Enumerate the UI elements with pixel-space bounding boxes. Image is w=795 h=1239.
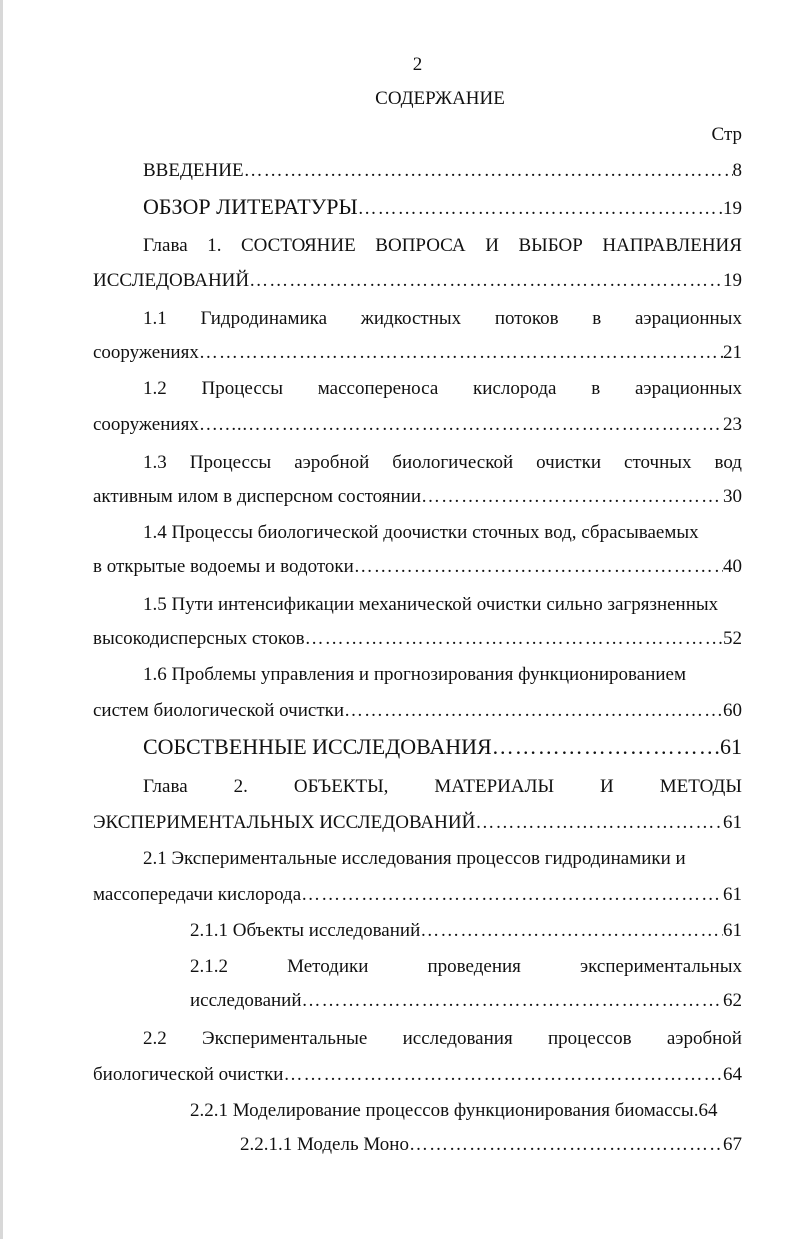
toc-title: СОДЕРЖАНИЕ (375, 88, 505, 109)
toc-page: 8 (732, 160, 742, 181)
toc-page: 64 (723, 1064, 742, 1085)
toc-entry-own[interactable] (143, 734, 742, 760)
leader-dots (302, 990, 723, 1012)
leader-dots (344, 700, 723, 722)
toc-entry-1-6-line2[interactable] (93, 700, 742, 722)
toc-entry-1-6-line1[interactable]: 1.6 Проблемы управления и прогнозирования функционированием (143, 664, 686, 685)
word: экспериментальных (580, 956, 742, 977)
leader-dots (305, 628, 723, 650)
toc-entry-2-2-1[interactable] (190, 1100, 742, 1122)
leader-dots (283, 1064, 723, 1086)
toc-text: активным илом в дисперсном состоянии (93, 486, 422, 507)
toc-entry-2-1-2-line2[interactable] (190, 990, 742, 1012)
word: исследования (402, 1028, 513, 1049)
toc-entry-2-2-line2[interactable] (93, 1064, 742, 1086)
word: Процессы (189, 452, 272, 473)
leader-dots (492, 734, 720, 760)
toc-entry-ch2-line1[interactable] (143, 776, 742, 798)
toc-text: систем биологической очистки (93, 700, 345, 721)
word: 1.1 (143, 308, 167, 329)
word: потоков (494, 308, 559, 329)
leader-dots (420, 920, 723, 942)
word: МЕТОДЫ (659, 776, 742, 797)
toc-text: сооружениях (93, 342, 199, 363)
word: вод (714, 452, 742, 473)
toc-page: 19 (723, 198, 742, 219)
toc-entry-1-3-line1[interactable] (143, 452, 742, 474)
toc-page: 23 (723, 414, 742, 435)
word: аэрационных (634, 308, 742, 329)
page-column-label: Стр (711, 124, 742, 145)
toc-text: ЭКСПЕРИМЕНТАЛЬНЫХ ИССЛЕДОВАНИЙ (93, 812, 476, 833)
toc-page: 19 (723, 270, 742, 291)
word: сточных (624, 452, 692, 473)
toc-entry-review[interactable] (143, 194, 742, 220)
toc-text: биологической очистки (93, 1064, 284, 1085)
word: МАТЕРИАЛЫ (434, 776, 555, 797)
word: Глава (143, 776, 188, 797)
toc-page: 61 (720, 734, 742, 759)
word: в (592, 308, 602, 329)
toc-page: 30 (723, 486, 742, 507)
word: И (485, 235, 499, 256)
toc-text: ВВЕДЕНИЕ (143, 160, 244, 181)
word: 2. (233, 776, 248, 797)
toc-page: 60 (723, 700, 742, 721)
toc-entry-intro[interactable] (143, 160, 742, 182)
word: аэрационных (635, 378, 742, 399)
leader-dots (301, 884, 723, 906)
word: аэробной (294, 452, 370, 473)
toc-text: исследований (190, 990, 302, 1011)
toc-entry-2-2-1-1[interactable] (240, 1134, 742, 1156)
word: И (600, 776, 614, 797)
toc-text: ИССЛЕДОВАНИЙ (93, 270, 250, 291)
toc-entry-ch1-line2[interactable] (93, 270, 742, 292)
toc-entry-1-1-line2[interactable] (93, 342, 742, 364)
word: НАПРАВЛЕНИЯ (602, 235, 742, 256)
toc-entry-1-5-line2[interactable] (93, 628, 742, 650)
word: в (591, 378, 601, 399)
word: ВЫБОР (518, 235, 583, 256)
toc-entry-1-4-line1[interactable]: 1.4 Процессы биологической доочистки сточных вод, сбрасываемых (143, 522, 699, 543)
leader-dots (242, 414, 723, 436)
leader-dots (409, 1134, 723, 1156)
word: Процессы (201, 378, 283, 399)
toc-entry-1-2-line2[interactable] (93, 414, 742, 436)
word: проведения (427, 956, 521, 977)
leader-dots (244, 160, 733, 182)
word: аэробной (666, 1028, 742, 1049)
toc-page: 21 (723, 342, 742, 363)
word: Глава (143, 235, 188, 256)
toc-entry-1-2-line1[interactable] (143, 378, 742, 400)
word: 1. (207, 235, 222, 256)
toc-entry-ch1-line1[interactable] (143, 235, 742, 257)
toc-page: 52 (723, 628, 742, 649)
word: процессов (547, 1028, 632, 1049)
toc-page: 61 (723, 812, 742, 833)
toc-entry-2-2-line1[interactable] (143, 1028, 742, 1050)
toc-entry-2-1-line1[interactable]: 2.1 Экспериментальные исследования процессов гидродинамики и (143, 848, 686, 869)
toc-entry-2-1-2-line1[interactable] (190, 956, 742, 978)
word: биологической (392, 452, 514, 473)
toc-entry-2-1-1[interactable] (190, 920, 742, 942)
toc-entry-1-5-line1[interactable]: 1.5 Пути интенсификации механической очистки сильно загрязненных (143, 594, 719, 615)
word: Экспериментальные (202, 1028, 368, 1049)
word: 2.1.2 (190, 956, 228, 977)
word: Гидродинамика (200, 308, 328, 329)
word: Методики (287, 956, 369, 977)
leader-dots (354, 556, 723, 578)
toc-entry-1-4-line2[interactable] (93, 556, 742, 578)
word: ВОПРОСА (375, 235, 466, 256)
leader-dots (199, 342, 723, 364)
toc-page: 67 (723, 1134, 742, 1155)
toc-page: 64 (698, 1100, 718, 1121)
toc-entry-1-3-line2[interactable] (93, 486, 742, 508)
word: 1.3 (143, 452, 167, 473)
toc-entry-1-1-line1[interactable] (143, 308, 742, 330)
scan-edge (0, 0, 3, 1239)
page-number: 2 (412, 54, 423, 75)
toc-page: 62 (723, 990, 742, 1011)
toc-text: СОБСТВЕННЫЕ ИССЛЕДОВАНИЯ (143, 734, 492, 759)
word: 1.2 (143, 378, 167, 399)
toc-page: 61 (723, 884, 742, 905)
toc-page: 40 (723, 556, 742, 577)
toc-entry-ch2-line2[interactable] (93, 812, 742, 834)
toc-text: 2.2.1.1 Модель Моно (240, 1134, 409, 1155)
word: 2.2 (143, 1028, 167, 1049)
word: ОБЪЕКТЫ, (293, 776, 389, 797)
toc-entry-2-1-line2[interactable] (93, 884, 742, 906)
word: СОСТОЯНИЕ (241, 235, 356, 256)
toc-text: массопередачи кислорода (93, 884, 302, 905)
leader-dots (475, 812, 723, 834)
leader-dots (421, 486, 723, 508)
toc-text: сооружениях……. (93, 414, 242, 435)
toc-text: высокодисперсных стоков (93, 628, 305, 649)
leader-dots (249, 270, 723, 292)
word: массопереноса (317, 378, 439, 399)
word: кислорода (473, 378, 557, 399)
toc-page: 61 (723, 920, 742, 941)
toc-text: в открытые водоемы и водотоки (93, 556, 354, 577)
word: очистки (536, 452, 602, 473)
toc-text: ОБЗОР ЛИТЕРАТУРЫ (143, 194, 358, 219)
word: жидкостных (360, 308, 462, 329)
leader-dots (358, 198, 723, 220)
toc-text: 2.1.1 Объекты исследований (190, 920, 421, 941)
toc-text: 2.2.1 Моделирование процессов функционирования биомассы. (190, 1100, 699, 1121)
